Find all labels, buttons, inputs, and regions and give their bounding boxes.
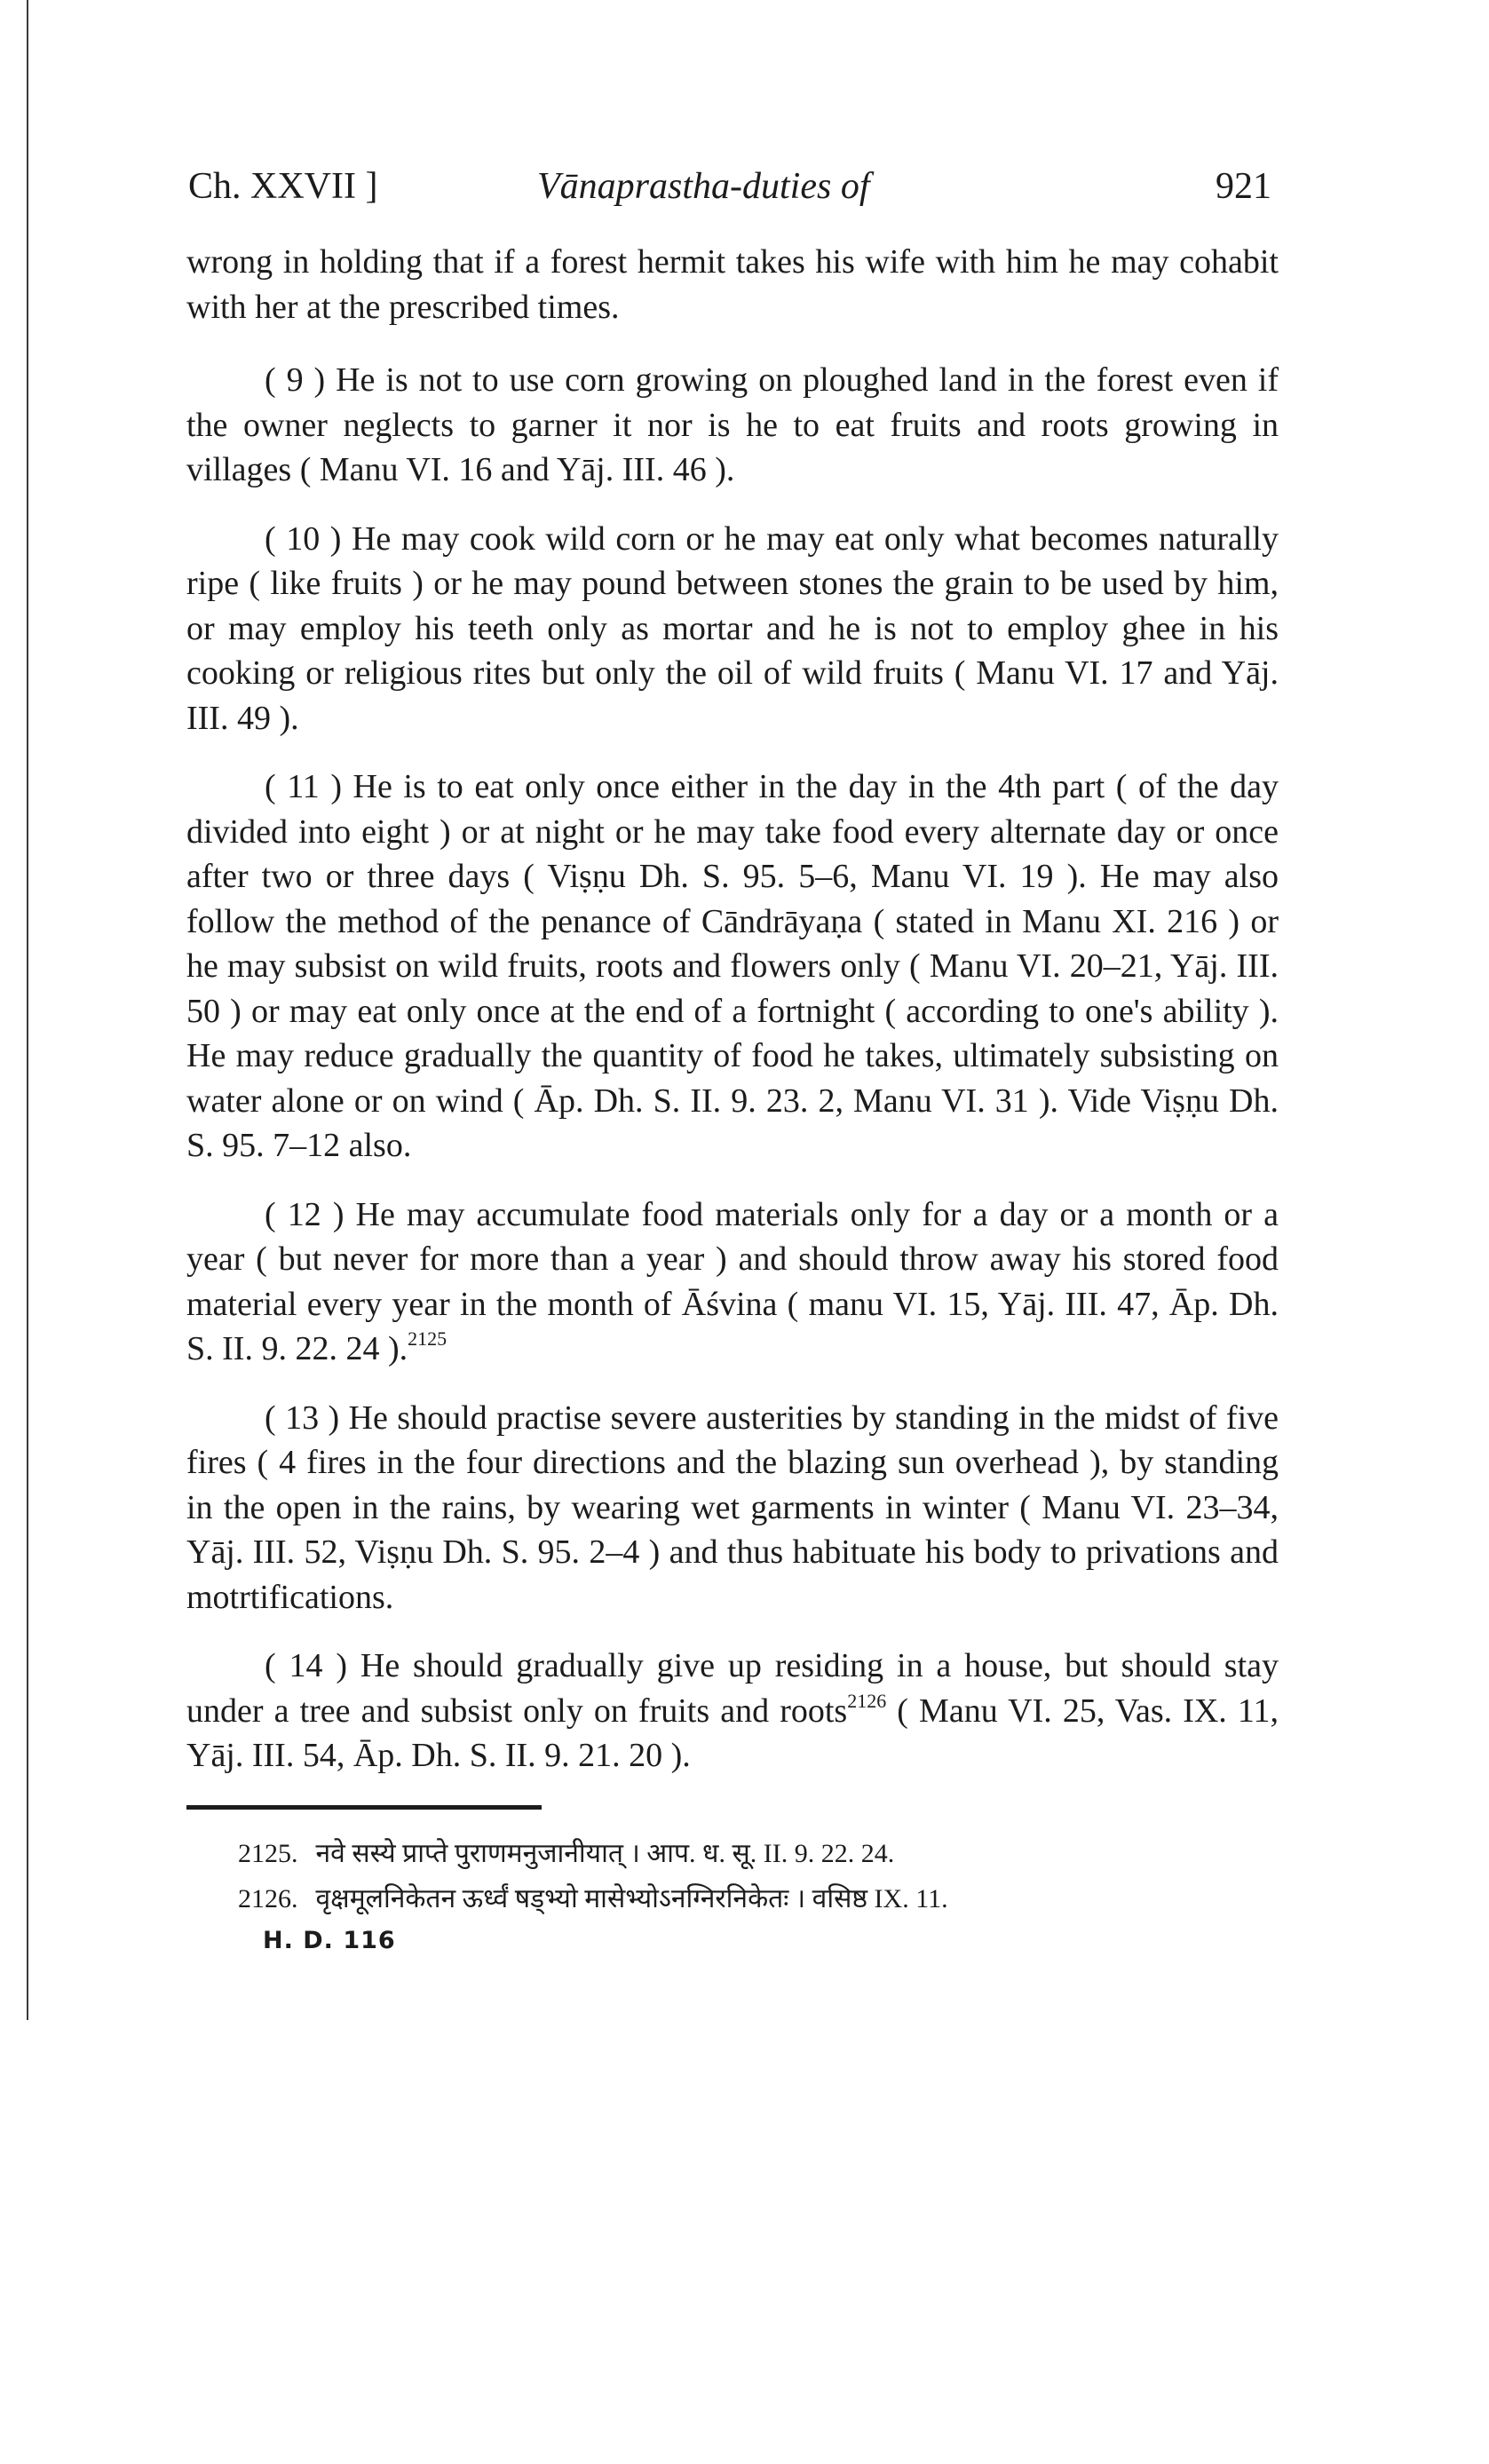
body-text [186, 240, 1279, 1779]
paragraph-text: wrong in holding that if a forest hermit takes his wife with him he may cohabit with her at the prescribed times. [186, 243, 1279, 326]
paragraph-text: ( 11 ) He is to eat only once either in the day in the 4th part ( of the day divided into eight ) or at night or he may take food every alternate day or once after two or three days ( Viṣṇu Dh. S. 95. 5–6, Manu VI. 19 ). He may also follow the method of the penance of Cāndrāyaṇa ( stated in Manu XI. 216 ) or he may subsist on wild fruits, roots and flowers only ( Manu VI. 20–21, Yāj. III. 50 ) or may eat only once at the end of a fortnight ( according to one's ability ). He may reduce gradually the quantity of food he takes, ultimately subsisting on water alone or on wind ( Āp. Dh. S. II. 9. 23. 2, Manu VI. 31 ). Vide Viṣṇu Dh. S. 95. 7–12 also. [186, 768, 1279, 1164]
footnote-divider [186, 1805, 542, 1810]
footnote-ref-2125[interactable]: 2125 [408, 1327, 447, 1350]
chapter-label: Ch. XXVII ] [188, 166, 378, 207]
paragraph-text-after: ( Manu VI. 25, Vas. IX. 11, Yāj. III. 54, Āp. Dh. S. II. 9. 21. 20 ). [186, 1692, 1279, 1774]
footnotes [186, 1833, 1279, 1920]
footnote-text: वृक्षमूलनिकेतन ऊर्ध्वं षड्भ्यो मासेभ्योऽनग्निरनिकेतः । वसिष्ठ IX. 11. [315, 1883, 948, 1913]
signature-mark: H. D. 116 [263, 1926, 396, 1954]
paragraph-10 [186, 517, 1279, 741]
footnote-2125 [238, 1833, 1279, 1874]
page-number: 921 [1216, 166, 1271, 207]
paragraph-text: ( 14 ) He should gradually give up residing in a house, but should stay under a tree and subsist only on fruits and roots [186, 1647, 1279, 1730]
footnote-2126 [238, 1878, 1279, 1920]
footnote-number: 2125. [238, 1838, 298, 1868]
paragraph-13 [186, 1396, 1279, 1620]
page [186, 160, 1279, 1954]
footnote-text: नवे सस्ये प्राप्ते पुराणमनुजानीयात् । आप. ध. सू. II. 9. 22. 24. [315, 1838, 895, 1868]
paragraph-14 [186, 1644, 1279, 1779]
paragraph-text: ( 13 ) He should practise severe austerities by standing in the midst of five fires ( 4 fires in the four directions and the blazing sun overhead ), by standing in the open in the rains, by wearing wet garments in winter ( Manu VI. 23–34, Yāj. III. 52, Viṣṇu Dh. S. 95. 2–4 ) and thus habituate his body to privations and motrtifications. [186, 1398, 1279, 1616]
paragraph-12 [186, 1192, 1279, 1372]
paragraph-11 [186, 765, 1279, 1169]
paragraph-9 [186, 358, 1279, 493]
running-header [186, 160, 1279, 213]
paragraph-continuation [186, 240, 1279, 329]
paragraph-text: ( 9 ) He is not to use corn growing on ploughed land in the forest even if the owner neglects to garner it nor is he to eat fruits and roots growing in villages ( Manu VI. 16 and Yāj. III. 46 ). [186, 361, 1279, 488]
paragraph-text: ( 10 ) He may cook wild corn or he may eat only what becomes naturally ripe ( like fruits ) or he may pound between stones the grain to be used by him, or may employ his teeth only as mortar and he is not to employ ghee in his cooking or religious rites but only the oil of wild fruits ( Manu VI. 17 and Yāj. III. 49 ). [186, 519, 1279, 737]
running-title: Vānaprastha-duties of [537, 166, 870, 207]
scan-margin-line [27, 0, 28, 2020]
footnote-ref-2126[interactable]: 2126 [847, 1689, 887, 1712]
footnote-number: 2126. [238, 1883, 298, 1913]
paragraph-text: ( 12 ) He may accumulate food materials only for a day or a month or a year ( but never for more than a year ) and should throw away his stored food material every year in the month of Āśvina ( manu VI. 15, Yāj. III. 47, Āp. Dh. S. II. 9. 22. 24 ). [186, 1195, 1279, 1367]
